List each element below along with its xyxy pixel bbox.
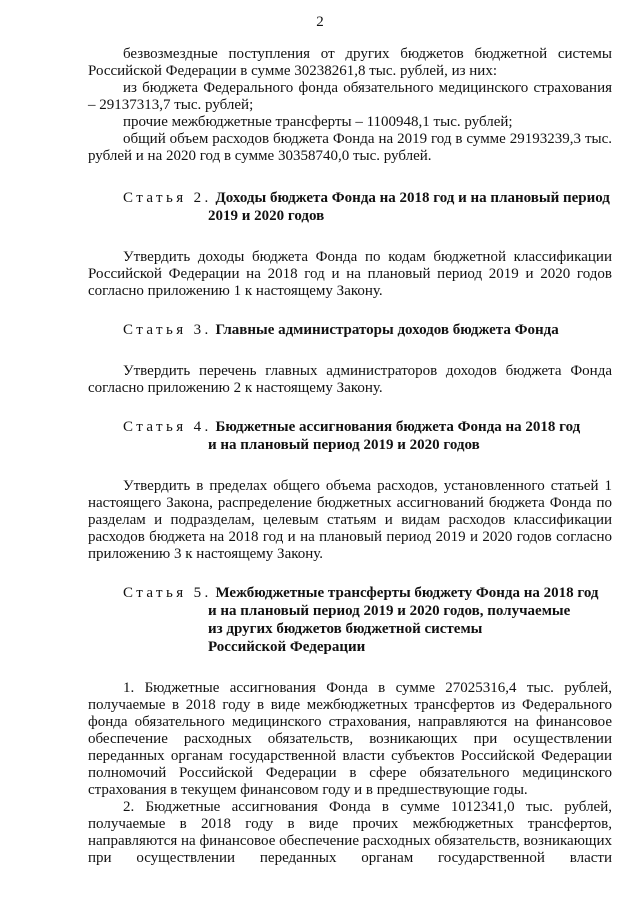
article-title: Межбюджетные трансферты бюджету Фонда на 2018 год xyxy=(215,585,599,601)
article-3-heading xyxy=(88,321,612,339)
article-label: Статья 3. xyxy=(123,322,212,338)
article-title: Бюджетные ассигнования бюджета Фонда на 2018 год xyxy=(215,419,581,435)
article-5-paragraph-2: 2. Бюджетные ассигнования Фонда в сумме 1012341,0 тыс. рублей, получаемые в 2018 году в виде прочих межбюджетных трансфертов, направляются на финансовое обеспечение расходных обязательств, возникающих при осуществлении переданных органам государственной власти xyxy=(88,799,612,866)
article-2-text: Утвердить доходы бюджета Фонда по кодам бюджетной классификации Российской Федерации на 2018 год и на плановый период 2019 и 2020 годов согласно приложению 1 к настоящему Закону. xyxy=(88,249,612,299)
article-4-heading xyxy=(88,418,612,454)
article-label: Статья 5. xyxy=(123,585,212,601)
intro-paragraph-2: из бюджета Федерального фонда обязательного медицинского страхования – 29137313,7 тыс. рублей; xyxy=(88,80,612,113)
page-number: 2 xyxy=(316,14,324,30)
article-label: Статья 2. xyxy=(123,190,212,206)
article-title-cont: 2019 и 2020 годов xyxy=(208,208,325,224)
intro-paragraph-3: прочие межбюджетные трансферты – 1100948,1 тыс. рублей; xyxy=(123,114,513,130)
intro-paragraph-1: безвозмездные поступления от других бюджетов бюджетной системы Российской Федерации в сумме 30238261,8 тыс. рублей, из них: xyxy=(88,46,612,79)
intro-paragraph-4: общий объем расходов бюджета Фонда на 2019 год в сумме 29193239,3 тыс. рублей и на 2020 год в сумме 30358740,0 тыс. рублей. xyxy=(88,131,612,164)
article-title-cont: и на плановый период 2019 и 2020 годов, получаемые xyxy=(208,603,571,619)
article-title-cont: и на плановый период 2019 и 2020 годов xyxy=(208,437,480,453)
article-5-heading xyxy=(88,584,612,656)
article-title-cont: Российской Федерации xyxy=(208,639,366,655)
article-4-text: Утвердить в пределах общего объема расходов, установленного статьей 1 настоящего Закона, распределение бюджетных ассигнований бюджета Фонда по разделам и подразделам, целевым статьям и видам расходов классификации расходов бюджета на 2018 год и на плановый период 2019 и 2020 годов согласно приложению 3 к настоящему Закону. xyxy=(88,478,612,562)
document-body xyxy=(88,46,612,867)
article-2-heading xyxy=(88,189,612,225)
article-5-paragraph-1: 1. Бюджетные ассигнования Фонда в сумме 27025316,4 тыс. рублей, получаемые в 2018 году в виде межбюджетных трансфертов из Федерального фонда обязательного медицинского страхования, направляются на финансовое обеспечение расходных обязательств, возникающих при осуществлении переданных органам государственной власти субъектов Российской Федерации полномочий Российской Федерации в сфере обязательного медицинского страхования в текущем финансовом году и в предшествующие годы. xyxy=(88,680,612,798)
article-title: Главные администраторы доходов бюджета Фонда xyxy=(215,322,559,338)
article-title-cont: из других бюджетов бюджетной системы xyxy=(208,621,483,637)
article-label: Статья 4. xyxy=(123,419,212,435)
article-title: Доходы бюджета Фонда на 2018 год и на плановый период xyxy=(215,190,610,206)
article-3-text: Утвердить перечень главных администраторов доходов бюджета Фонда согласно приложению 2 к настоящему Закону. xyxy=(88,363,612,396)
